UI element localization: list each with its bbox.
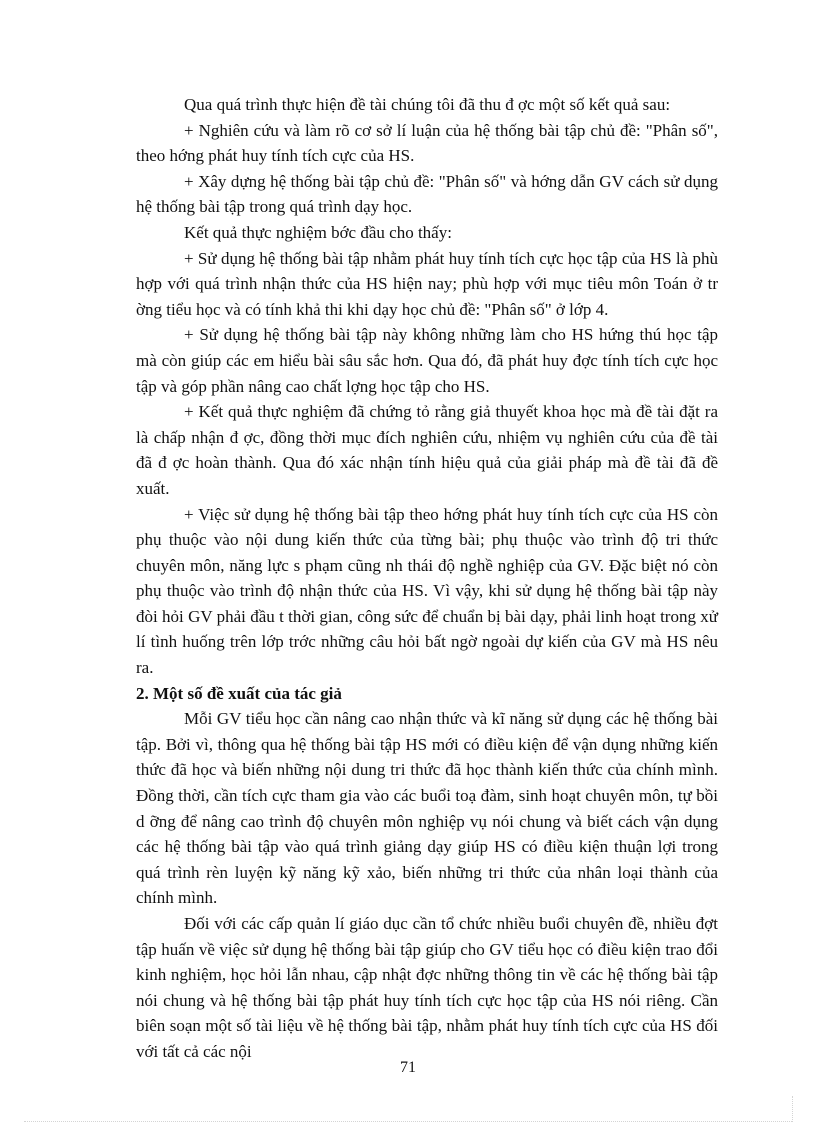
paragraph-result-theory: + Nghiên cứu và làm rõ cơ sở lí luận của hệ thống bài tập chủ đề: "Phân số", theo hớng phát huy tính tích cực của HS. — [136, 120, 718, 166]
paragraph-results-intro: Qua quá trình thực hiện đề tài chúng tôi đã thu đ ợc một số kết quả sau: — [184, 95, 671, 114]
paragraph-experiment-fit: + Sử dụng hệ thống bài tập nhằm phát huy tính tích cực học tập của HS là phù hợp với quá trình nhận thức của HS hiện nay; phù hợp với mục tiêu môn Toán ở tr ờng tiểu học và có tính khả thi khi dạy học chủ đề: "Phân số" ở lớp 4. — [136, 248, 718, 319]
section-heading: 2. Một số đề xuất của tác giả — [136, 683, 342, 703]
paragraph-experiment-hypothesis: + Kết quả thực nghiệm đã chứng tỏ rằng giả thuyết khoa học mà đề tài đặt ra là chấp nhận đ ợc, đồng thời mục đích nghiên cứu, nhiệm vụ nghiên cứu của đề tài đã đ ợc hoàn thành. Qua đó xác nhận tính hiệu quả của giải pháp mà đề tài đã đề xuất. — [136, 402, 718, 498]
page-edge-corner — [792, 1096, 793, 1122]
paragraph-proposal-teachers: Mỗi GV tiểu học cần nâng cao nhận thức và kĩ năng sử dụng các hệ thống bài tập. Bởi vì, thông qua hệ thống bài tập HS mới có điều kiện để vận dụng những kiến thức đã học và biến những nội dung tri thức đã học thành kiến thức của chính mình. Đồng thời, cần tích cực tham gia vào các buổi toạ đàm, sinh hoạt chuyên môn, tự bồi d ỡng để nâng cao trình độ chuyên môn nghiệp vụ nói chung và biết cách vận dụng các hệ thống bài tập vào quá trình giảng dạy giúp HS có điều kiện thuận lợi trong quá trình rèn luyện kỹ năng kỹ xảo, biến những tri thức của nhân loại thành của chính mình. — [136, 709, 718, 908]
page-edge-divider — [24, 1121, 792, 1122]
page-number: 71 — [400, 1059, 416, 1076]
paragraph-proposal-management: Đối với các cấp quản lí giáo dục cần tổ chức nhiều buổi chuyên đề, nhiều đợt tập huấn về việc sử dụng hệ thống bài tập giúp cho GV tiểu học có điều kiện trao đổi kinh nghiệm, học hỏi lẫn nhau, cập nhật đợc những thông tin về các hệ thống bài tập nói chung và hệ thống bài tập phát huy tính tích cực học tập của HS nói riêng. Cần biên soạn một số tài liệu về hệ thống bài tập, nhằm phát huy tính tích cực của HS đối với tất cả các nội — [136, 914, 718, 1061]
paragraph-experiment-intro: Kết quả thực nghiệm bớc đầu cho thấy: — [184, 222, 452, 242]
paragraph-experiment-interest: + Sử dụng hệ thống bài tập này không những làm cho HS hứng thú học tập mà còn giúp các em hiểu bài sâu sắc hơn. Qua đó, đã phát huy đợc tính tích cực học tập và góp phần nâng cao chất lợng học tập cho HS. — [136, 325, 718, 396]
paragraph-experiment-dependence: + Việc sử dụng hệ thống bài tập theo hớng phát huy tính tích cực của HS còn phụ thuộc vào nội dung kiến thức của từng bài; phụ thuộc vào trình độ tri thức chuyên môn, năng lực s phạm cũng nh thái độ nghề nghiệp của GV. Đặc biệt nó còn phụ thuộc vào trình độ nhận thức của HS. Vì vậy, khi sử dụng hệ thống bài tập này đòi hỏi GV phải đầu t thời gian, công sức để chuẩn bị bài dạy, phải linh hoạt trong xử lí tình huống trên lớp trớc những câu hỏi bất ngờ ngoài dự kiến của GV mà HS nêu ra. — [136, 504, 718, 678]
paragraph-result-system: + Xây dựng hệ thống bài tập chủ đề: "Phân số" và hớng dẫn GV cách sử dụng hệ thống bài tập trong quá trình dạy học. — [136, 171, 718, 217]
page-body — [136, 92, 718, 1065]
